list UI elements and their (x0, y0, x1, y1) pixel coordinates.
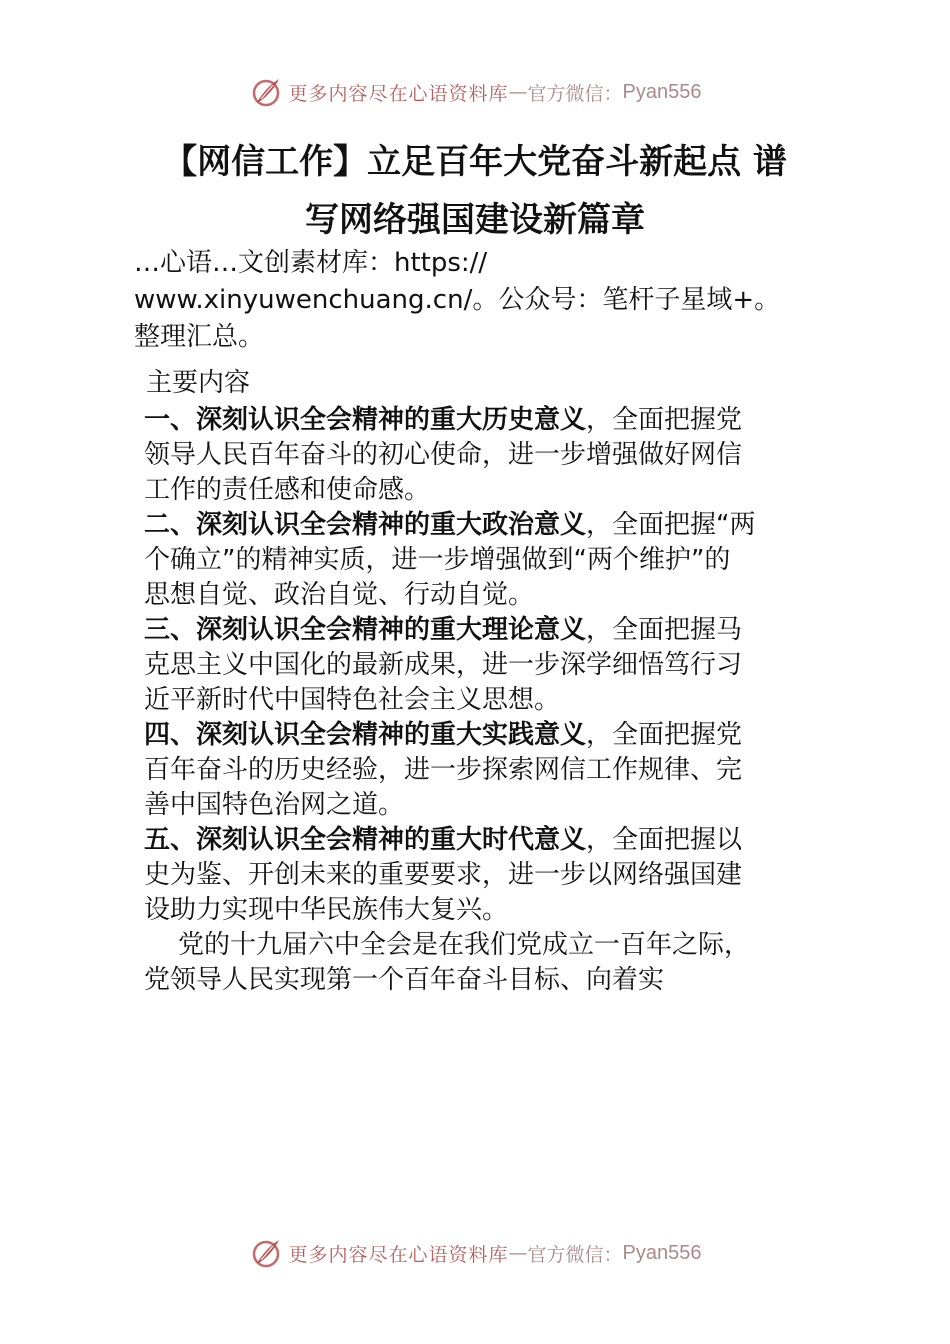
banner-contact-label: 官方微信： (527, 82, 623, 105)
point-text: 善中国特色治网之道。 (144, 790, 405, 820)
main-content (144, 366, 834, 998)
summary-point (144, 403, 834, 508)
banner-contact-label: 官方微信： (527, 1243, 623, 1266)
point-bold-lead: 三、深刻认识全会精神的重大理论意义 (144, 615, 587, 645)
feather-circle-logo-icon (249, 75, 283, 109)
point-bold-lead: 五、深刻认识全会精神的重大时代意义 (144, 825, 587, 855)
point-text: ，全面把握党 (586, 720, 743, 750)
point-text: 领导人民百年奋斗的初心使命，进一步增强做好网信 (144, 440, 743, 470)
point-text: 近平新时代中国特色社会主义思想。 (144, 685, 561, 715)
point-bold-lead: 四、深刻认识全会精神的重大实践意义 (144, 720, 587, 750)
summary-point (144, 613, 834, 718)
paragraph-line: 党的十九届六中全会是在我们党成立一百年之际， (178, 930, 751, 960)
section-heading: 主要内容 (146, 368, 251, 398)
point-text: 史为鉴、开创未来的重要要求，进一步以网络强国建 (144, 860, 743, 890)
feather-circle-logo-icon (249, 1236, 283, 1270)
document-title-line-2: 写网络强国建设新篇章 (305, 200, 645, 240)
banner-dash: — (508, 81, 528, 103)
point-text: ，全面把握“两 (586, 510, 756, 540)
banner-contact-id: Pyan556 (622, 80, 702, 103)
point-text: 克思主义中国化的最新成果，进一步深学细悟笃行习 (144, 650, 743, 680)
summary-point (144, 718, 834, 823)
banner-text: 更多内容尽在心语资料库 (288, 82, 509, 105)
point-text: ，全面把握以 (586, 825, 743, 855)
header-watermark-banner (0, 72, 950, 112)
point-text: 百年奋斗的历史经验，进一步探索网信工作规律、完 (144, 755, 743, 785)
source-note-line: www.xinyuwenchuang.cn/。公众号：笔杆子星域+。 (134, 285, 781, 315)
body-paragraph (144, 928, 834, 998)
summary-point (144, 823, 834, 928)
point-bold-lead: 二、深刻认识全会精神的重大政治意义 (144, 510, 587, 540)
banner-dash: — (508, 1242, 528, 1264)
document-title-line-1: 【网信工作】立足百年大党奋斗新起点 谱 (163, 142, 787, 182)
banner-text: 更多内容尽在心语资料库 (288, 1243, 509, 1266)
banner-contact-id: Pyan556 (622, 1241, 702, 1264)
point-bold-lead: 一、深刻认识全会精神的重大历史意义 (144, 405, 587, 435)
point-text: 思想自觉、政治自觉、行动自觉。 (144, 580, 535, 610)
paragraph-line: 党领导人民实现第一个百年奋斗目标、向着实 (144, 965, 665, 995)
point-text: 个确立”的精神实质，进一步增强做到“两个维护”的 (144, 545, 731, 575)
source-note-line: …心语…文创素材库：https:// (134, 248, 488, 278)
point-text: 设助力实现中华民族伟大复兴。 (144, 895, 509, 925)
footer-watermark-banner (0, 1233, 950, 1273)
summary-point (144, 508, 834, 613)
source-note-line: 整理汇总。 (134, 322, 265, 352)
point-text: ，全面把握马 (586, 615, 743, 645)
point-text: ，全面把握党 (586, 405, 743, 435)
point-text: 工作的责任感和使命感。 (144, 475, 431, 505)
source-note (134, 245, 834, 356)
